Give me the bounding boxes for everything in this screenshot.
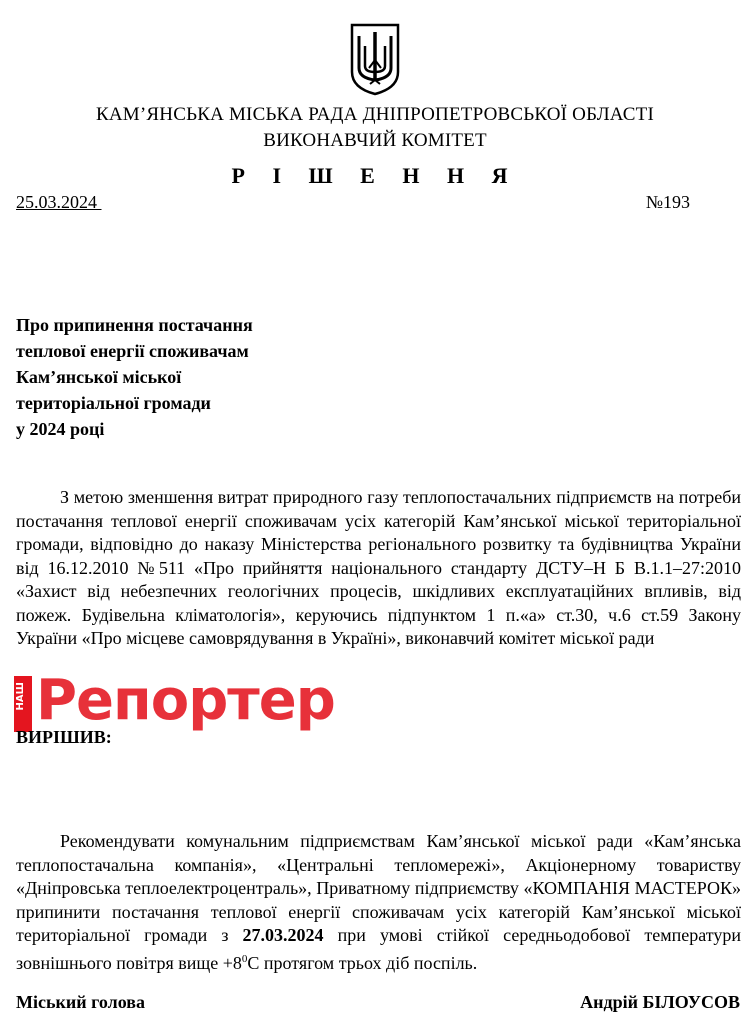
org-line-2: ВИКОНАВЧИЙ КОМІТЕТ <box>263 130 487 151</box>
watermark-text: Репортер <box>36 668 335 733</box>
signatory-role: Міський голова <box>16 992 145 1012</box>
preamble-paragraph <box>16 486 741 651</box>
decision-text <box>16 830 741 975</box>
subject-line: теплової енергії споживачам <box>16 341 249 361</box>
degree-superscript: 0 <box>241 952 248 965</box>
preamble-text: З метою зменшення витрат природного газу теплопостачальних підприємств на потреби постачання теплової енергії споживачам усіх категорій Кам’янської міської територіальної громади, відповідно до наказу Міністерства регіонального розвитку та будівництва України від 16.12.2010 №511 «Про прийняття національного стандарту ДСТУ–Н Б В.1.1–27:2010 «Захист від небезпечних геологічних процесів, шкідливих експлуатаційних впливів, від пожеж. Будівельна кліматологія», керуючись підпунктом 1 п.«а» ст.30, ч.6 ст.59 Закону України «Про місцеве самоврядування в Україні», виконавчий комітет міської ради <box>16 487 741 648</box>
effective-date: 27.03.2024 <box>242 925 324 945</box>
subject-line: Про припинення постачання <box>16 315 253 335</box>
subject-line: територіальної громади <box>16 393 211 413</box>
document-title: Р І Ш Е Н Н Я <box>231 163 519 188</box>
decision-date: 25.03.2024 <box>16 192 102 212</box>
decision-text-part2: при умові стійкої середньодобової температури зовнішнього повітря вище +8 <box>16 925 741 973</box>
org-line-1: КАМ’ЯНСЬКА МІСЬКА РАДА ДНІПРОПЕТРОВСЬКОЇ ОБЛАСТІ <box>96 104 654 125</box>
watermark-side-tab <box>14 676 32 732</box>
subject-line: у 2024 році <box>16 419 105 439</box>
decision-subject <box>16 312 356 442</box>
reporter-watermark <box>14 668 394 734</box>
decision-text-part3: С протягом трьох діб поспіль. <box>247 952 478 973</box>
subject-line: Кам’янської міської <box>16 367 182 387</box>
decision-text-part1: Рекомендувати комунальним підприємствам Кам’янської міської ради «Кам’янська теплопостачальна компанія», «Центральні тепломережі», Акціонерному товариству «Дніпровська теплоелектроцентраль», Приватному підприємству «КОМПАНІЯ МАСТЕРОК» припинити постачання теплової енергії споживачам усіх категорій Кам’янської міської територіальної громади з <box>16 831 741 945</box>
watermark-side-text: НАШ <box>15 682 26 711</box>
decision-paragraph <box>16 830 741 975</box>
tryzub-icon <box>348 22 402 96</box>
decision-number: №193 <box>645 192 690 212</box>
signatory-name: Андрій БІЛОУСОВ <box>580 992 740 1012</box>
decided-label: ВИРІШИВ: <box>16 727 112 747</box>
